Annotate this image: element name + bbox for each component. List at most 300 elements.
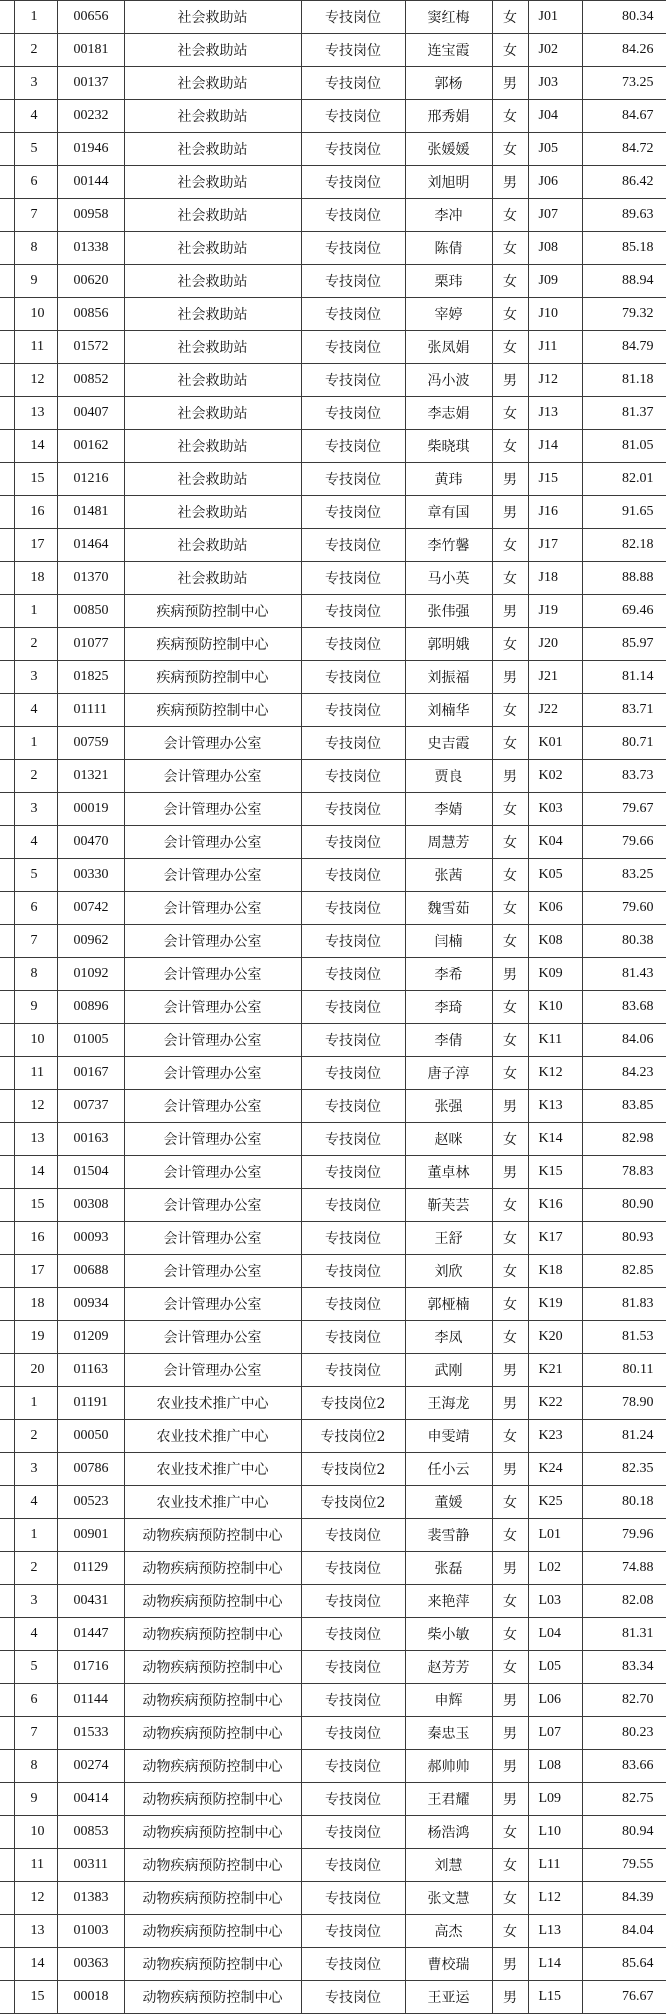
row-lead-margin	[0, 1453, 14, 1486]
cell-exam-no: 00656	[57, 1, 124, 34]
row-lead-margin	[0, 1255, 14, 1288]
cell-score: 85.97	[582, 628, 666, 661]
cell-code: K13	[528, 1090, 582, 1123]
cell-code: K03	[528, 793, 582, 826]
cell-position: 专技岗位	[301, 1849, 405, 1882]
cell-score: 80.11	[582, 1354, 666, 1387]
table-row	[0, 595, 666, 628]
cell-position: 专技岗位	[301, 859, 405, 892]
cell-score: 80.18	[582, 1486, 666, 1519]
row-lead-margin	[0, 1189, 14, 1222]
cell-name: 陈倩	[405, 232, 492, 265]
cell-unit: 动物疾病预防控制中心	[124, 1717, 301, 1750]
cell-seq: 19	[14, 1321, 57, 1354]
cell-score: 81.83	[582, 1288, 666, 1321]
cell-seq: 6	[14, 166, 57, 199]
row-lead-margin	[0, 727, 14, 760]
cell-name: 张媛媛	[405, 133, 492, 166]
cell-score: 88.88	[582, 562, 666, 595]
cell-unit: 社会救助站	[124, 529, 301, 562]
cell-score: 80.93	[582, 1222, 666, 1255]
cell-gender: 女	[492, 1618, 528, 1651]
cell-gender: 女	[492, 232, 528, 265]
cell-name: 刘振福	[405, 661, 492, 694]
cell-exam-no: 00901	[57, 1519, 124, 1552]
cell-seq: 13	[14, 397, 57, 430]
table-row	[0, 1684, 666, 1717]
cell-seq: 18	[14, 562, 57, 595]
cell-unit: 疾病预防控制中心	[124, 628, 301, 661]
cell-unit: 疾病预防控制中心	[124, 661, 301, 694]
cell-exam-no: 00688	[57, 1255, 124, 1288]
cell-score: 83.85	[582, 1090, 666, 1123]
table-row	[0, 331, 666, 364]
cell-unit: 会计管理办公室	[124, 826, 301, 859]
cell-unit: 社会救助站	[124, 364, 301, 397]
cell-score: 84.67	[582, 100, 666, 133]
table-row	[0, 1453, 666, 1486]
cell-score: 80.23	[582, 1717, 666, 1750]
cell-gender: 女	[492, 1222, 528, 1255]
cell-name: 郝帅帅	[405, 1750, 492, 1783]
cell-score: 82.85	[582, 1255, 666, 1288]
cell-unit: 会计管理办公室	[124, 958, 301, 991]
cell-position: 专技岗位	[301, 991, 405, 1024]
cell-code: K22	[528, 1387, 582, 1420]
cell-code: J10	[528, 298, 582, 331]
row-lead-margin	[0, 628, 14, 661]
cell-seq: 9	[14, 1783, 57, 1816]
row-lead-margin	[0, 1717, 14, 1750]
cell-position: 专技岗位	[301, 496, 405, 529]
cell-unit: 农业技术推广中心	[124, 1420, 301, 1453]
table-row	[0, 1255, 666, 1288]
cell-name: 刘欣	[405, 1255, 492, 1288]
cell-position: 专技岗位	[301, 100, 405, 133]
cell-score: 69.46	[582, 595, 666, 628]
cell-gender: 男	[492, 1684, 528, 1717]
cell-gender: 女	[492, 133, 528, 166]
cell-exam-no: 00308	[57, 1189, 124, 1222]
row-lead-margin	[0, 595, 14, 628]
cell-code: J17	[528, 529, 582, 562]
row-lead-margin	[0, 1123, 14, 1156]
cell-gender: 女	[492, 1288, 528, 1321]
cell-name: 栗玮	[405, 265, 492, 298]
cell-code: K19	[528, 1288, 582, 1321]
cell-exam-no: 00167	[57, 1057, 124, 1090]
cell-position: 专技岗位	[301, 430, 405, 463]
cell-code: K25	[528, 1486, 582, 1519]
cell-gender: 男	[492, 496, 528, 529]
cell-exam-no: 00856	[57, 298, 124, 331]
cell-unit: 会计管理办公室	[124, 1255, 301, 1288]
cell-gender: 男	[492, 760, 528, 793]
cell-name: 王海龙	[405, 1387, 492, 1420]
table-row	[0, 1486, 666, 1519]
cell-gender: 女	[492, 1519, 528, 1552]
cell-gender: 女	[492, 1, 528, 34]
cell-seq: 3	[14, 67, 57, 100]
cell-seq: 11	[14, 1057, 57, 1090]
cell-seq: 10	[14, 1024, 57, 1057]
cell-name: 贾良	[405, 760, 492, 793]
cell-seq: 2	[14, 1552, 57, 1585]
cell-exam-no: 01481	[57, 496, 124, 529]
cell-score: 85.18	[582, 232, 666, 265]
cell-code: L09	[528, 1783, 582, 1816]
cell-code: K21	[528, 1354, 582, 1387]
cell-unit: 社会救助站	[124, 166, 301, 199]
cell-exam-no: 00852	[57, 364, 124, 397]
row-lead-margin	[0, 1354, 14, 1387]
cell-gender: 女	[492, 694, 528, 727]
table-row	[0, 1552, 666, 1585]
table-row	[0, 100, 666, 133]
cell-name: 郭明娥	[405, 628, 492, 661]
cell-position: 专技岗位	[301, 232, 405, 265]
cell-position: 专技岗位	[301, 1783, 405, 1816]
cell-code: L10	[528, 1816, 582, 1849]
cell-unit: 动物疾病预防控制中心	[124, 1882, 301, 1915]
cell-seq: 1	[14, 1387, 57, 1420]
cell-score: 81.05	[582, 430, 666, 463]
table-row	[0, 1090, 666, 1123]
cell-code: L14	[528, 1948, 582, 1981]
cell-score: 81.14	[582, 661, 666, 694]
table-row	[0, 496, 666, 529]
cell-position: 专技岗位	[301, 694, 405, 727]
table-row	[0, 1618, 666, 1651]
cell-exam-no: 00853	[57, 1816, 124, 1849]
cell-score: 82.70	[582, 1684, 666, 1717]
cell-code: K04	[528, 826, 582, 859]
cell-unit: 社会救助站	[124, 463, 301, 496]
cell-seq: 12	[14, 364, 57, 397]
cell-code: L01	[528, 1519, 582, 1552]
cell-position: 专技岗位	[301, 1948, 405, 1981]
cell-seq: 11	[14, 331, 57, 364]
cell-seq: 7	[14, 199, 57, 232]
cell-seq: 18	[14, 1288, 57, 1321]
cell-exam-no: 01464	[57, 529, 124, 562]
cell-score: 82.01	[582, 463, 666, 496]
cell-name: 裴雪静	[405, 1519, 492, 1552]
table-row	[0, 892, 666, 925]
cell-position: 专技岗位	[301, 1915, 405, 1948]
cell-position: 专技岗位	[301, 793, 405, 826]
cell-unit: 农业技术推广中心	[124, 1486, 301, 1519]
cell-code: J06	[528, 166, 582, 199]
cell-seq: 17	[14, 1255, 57, 1288]
cell-exam-no: 00050	[57, 1420, 124, 1453]
cell-position: 专技岗位	[301, 1882, 405, 1915]
cell-name: 李希	[405, 958, 492, 991]
table-row	[0, 694, 666, 727]
cell-unit: 疾病预防控制中心	[124, 595, 301, 628]
cell-score: 78.83	[582, 1156, 666, 1189]
table-row	[0, 1, 666, 34]
cell-unit: 动物疾病预防控制中心	[124, 1750, 301, 1783]
cell-gender: 男	[492, 595, 528, 628]
cell-seq: 4	[14, 1486, 57, 1519]
cell-exam-no: 00311	[57, 1849, 124, 1882]
table-row	[0, 199, 666, 232]
cell-exam-no: 00137	[57, 67, 124, 100]
cell-position: 专技岗位	[301, 727, 405, 760]
cell-position: 专技岗位	[301, 661, 405, 694]
cell-position: 专技岗位	[301, 34, 405, 67]
cell-name: 柴小敏	[405, 1618, 492, 1651]
cell-unit: 社会救助站	[124, 34, 301, 67]
cell-position: 专技岗位	[301, 1090, 405, 1123]
cell-name: 张茜	[405, 859, 492, 892]
cell-position: 专技岗位	[301, 1, 405, 34]
table-row	[0, 1123, 666, 1156]
cell-score: 81.24	[582, 1420, 666, 1453]
cell-code: K24	[528, 1453, 582, 1486]
cell-score: 79.66	[582, 826, 666, 859]
cell-position: 专技岗位	[301, 1750, 405, 1783]
table-row	[0, 1750, 666, 1783]
cell-gender: 男	[492, 1981, 528, 2014]
table-row	[0, 760, 666, 793]
table-row	[0, 1783, 666, 1816]
cell-position: 专技岗位2	[301, 1486, 405, 1519]
cell-seq: 4	[14, 826, 57, 859]
table-row	[0, 1189, 666, 1222]
row-lead-margin	[0, 760, 14, 793]
cell-name: 张磊	[405, 1552, 492, 1585]
cell-position: 专技岗位	[301, 133, 405, 166]
cell-code: L07	[528, 1717, 582, 1750]
cell-name: 曹校瑞	[405, 1948, 492, 1981]
cell-unit: 社会救助站	[124, 430, 301, 463]
cell-score: 81.18	[582, 364, 666, 397]
row-lead-margin	[0, 1816, 14, 1849]
cell-code: K01	[528, 727, 582, 760]
cell-code: K02	[528, 760, 582, 793]
cell-exam-no: 00162	[57, 430, 124, 463]
cell-exam-no: 01111	[57, 694, 124, 727]
cell-unit: 社会救助站	[124, 67, 301, 100]
cell-position: 专技岗位	[301, 298, 405, 331]
row-lead-margin	[0, 100, 14, 133]
table-row	[0, 1585, 666, 1618]
cell-seq: 5	[14, 1651, 57, 1684]
cell-code: J07	[528, 199, 582, 232]
cell-gender: 女	[492, 298, 528, 331]
cell-seq: 12	[14, 1090, 57, 1123]
row-lead-margin	[0, 1981, 14, 2014]
row-lead-margin	[0, 892, 14, 925]
row-lead-margin	[0, 1882, 14, 1915]
table-row	[0, 298, 666, 331]
table-row	[0, 1849, 666, 1882]
cell-exam-no: 01191	[57, 1387, 124, 1420]
cell-name: 刘慧	[405, 1849, 492, 1882]
cell-score: 83.68	[582, 991, 666, 1024]
cell-score: 83.25	[582, 859, 666, 892]
cell-code: K16	[528, 1189, 582, 1222]
cell-exam-no: 00093	[57, 1222, 124, 1255]
cell-gender: 男	[492, 463, 528, 496]
cell-seq: 16	[14, 496, 57, 529]
cell-position: 专技岗位2	[301, 1420, 405, 1453]
cell-position: 专技岗位	[301, 826, 405, 859]
cell-seq: 5	[14, 133, 57, 166]
cell-unit: 社会救助站	[124, 133, 301, 166]
table-row	[0, 463, 666, 496]
cell-name: 张凤娟	[405, 331, 492, 364]
cell-name: 唐子淳	[405, 1057, 492, 1090]
cell-unit: 会计管理办公室	[124, 760, 301, 793]
cell-unit: 会计管理办公室	[124, 859, 301, 892]
row-lead-margin	[0, 232, 14, 265]
cell-name: 冯小波	[405, 364, 492, 397]
cell-position: 专技岗位	[301, 1981, 405, 2014]
row-lead-margin	[0, 133, 14, 166]
cell-gender: 女	[492, 1255, 528, 1288]
cell-seq: 10	[14, 298, 57, 331]
cell-exam-no: 01144	[57, 1684, 124, 1717]
cell-score: 85.64	[582, 1948, 666, 1981]
cell-gender: 男	[492, 1090, 528, 1123]
table-row	[0, 265, 666, 298]
cell-exam-no: 00163	[57, 1123, 124, 1156]
cell-score: 80.90	[582, 1189, 666, 1222]
cell-unit: 会计管理办公室	[124, 1288, 301, 1321]
cell-seq: 13	[14, 1915, 57, 1948]
row-lead-margin	[0, 463, 14, 496]
cell-unit: 会计管理办公室	[124, 793, 301, 826]
cell-gender: 男	[492, 166, 528, 199]
cell-unit: 动物疾病预防控制中心	[124, 1552, 301, 1585]
cell-gender: 女	[492, 430, 528, 463]
cell-exam-no: 01163	[57, 1354, 124, 1387]
cell-exam-no: 00144	[57, 166, 124, 199]
row-lead-margin	[0, 1750, 14, 1783]
cell-name: 章有国	[405, 496, 492, 529]
cell-name: 魏雪茹	[405, 892, 492, 925]
cell-gender: 男	[492, 364, 528, 397]
row-lead-margin	[0, 1519, 14, 1552]
cell-unit: 社会救助站	[124, 1, 301, 34]
cell-seq: 3	[14, 1453, 57, 1486]
cell-unit: 动物疾病预防控制中心	[124, 1948, 301, 1981]
cell-unit: 会计管理办公室	[124, 991, 301, 1024]
table-row	[0, 397, 666, 430]
row-lead-margin	[0, 1651, 14, 1684]
cell-position: 专技岗位	[301, 1321, 405, 1354]
cell-score: 83.34	[582, 1651, 666, 1684]
cell-position: 专技岗位	[301, 1156, 405, 1189]
cell-unit: 社会救助站	[124, 298, 301, 331]
row-lead-margin	[0, 958, 14, 991]
cell-exam-no: 00232	[57, 100, 124, 133]
cell-position: 专技岗位	[301, 1057, 405, 1090]
cell-exam-no: 00896	[57, 991, 124, 1024]
cell-seq: 4	[14, 100, 57, 133]
cell-score: 82.18	[582, 529, 666, 562]
cell-seq: 14	[14, 1156, 57, 1189]
table-row	[0, 1882, 666, 1915]
cell-name: 李婧	[405, 793, 492, 826]
cell-seq: 3	[14, 661, 57, 694]
table-row	[0, 1288, 666, 1321]
cell-name: 张伟强	[405, 595, 492, 628]
table-row	[0, 166, 666, 199]
cell-code: L05	[528, 1651, 582, 1684]
row-lead-margin	[0, 265, 14, 298]
cell-code: J21	[528, 661, 582, 694]
cell-exam-no: 01825	[57, 661, 124, 694]
cell-unit: 动物疾病预防控制中心	[124, 1618, 301, 1651]
cell-seq: 15	[14, 1981, 57, 2014]
cell-score: 84.72	[582, 133, 666, 166]
cell-score: 83.66	[582, 1750, 666, 1783]
cell-unit: 动物疾病预防控制中心	[124, 1816, 301, 1849]
cell-gender: 女	[492, 199, 528, 232]
table-row	[0, 67, 666, 100]
table-row	[0, 793, 666, 826]
row-lead-margin	[0, 1024, 14, 1057]
table-row	[0, 1651, 666, 1684]
cell-position: 专技岗位	[301, 463, 405, 496]
cell-unit: 农业技术推广中心	[124, 1387, 301, 1420]
table-row	[0, 232, 666, 265]
row-lead-margin	[0, 34, 14, 67]
row-lead-margin	[0, 1783, 14, 1816]
cell-score: 84.26	[582, 34, 666, 67]
cell-exam-no: 01572	[57, 331, 124, 364]
table-row	[0, 1156, 666, 1189]
cell-unit: 社会救助站	[124, 496, 301, 529]
row-lead-margin	[0, 430, 14, 463]
cell-seq: 1	[14, 1519, 57, 1552]
table-row	[0, 727, 666, 760]
cell-exam-no: 00431	[57, 1585, 124, 1618]
cell-name: 张文慧	[405, 1882, 492, 1915]
row-lead-margin	[0, 166, 14, 199]
cell-exam-no: 01370	[57, 562, 124, 595]
cell-code: L08	[528, 1750, 582, 1783]
row-lead-margin	[0, 859, 14, 892]
cell-score: 79.55	[582, 1849, 666, 1882]
row-lead-margin	[0, 199, 14, 232]
cell-gender: 男	[492, 1552, 528, 1585]
cell-position: 专技岗位	[301, 1552, 405, 1585]
cell-exam-no: 01504	[57, 1156, 124, 1189]
cell-exam-no: 00958	[57, 199, 124, 232]
cell-seq: 14	[14, 430, 57, 463]
cell-code: J19	[528, 595, 582, 628]
cell-code: J22	[528, 694, 582, 727]
cell-unit: 会计管理办公室	[124, 1090, 301, 1123]
cell-name: 柴晓琪	[405, 430, 492, 463]
row-lead-margin	[0, 298, 14, 331]
table-row	[0, 1057, 666, 1090]
cell-exam-no: 01077	[57, 628, 124, 661]
cell-name: 武刚	[405, 1354, 492, 1387]
cell-exam-no: 01005	[57, 1024, 124, 1057]
cell-name: 史吉霞	[405, 727, 492, 760]
results-table-body	[0, 1, 666, 2014]
cell-unit: 会计管理办公室	[124, 1189, 301, 1222]
cell-name: 来艳萍	[405, 1585, 492, 1618]
cell-score: 91.65	[582, 496, 666, 529]
cell-gender: 男	[492, 1750, 528, 1783]
